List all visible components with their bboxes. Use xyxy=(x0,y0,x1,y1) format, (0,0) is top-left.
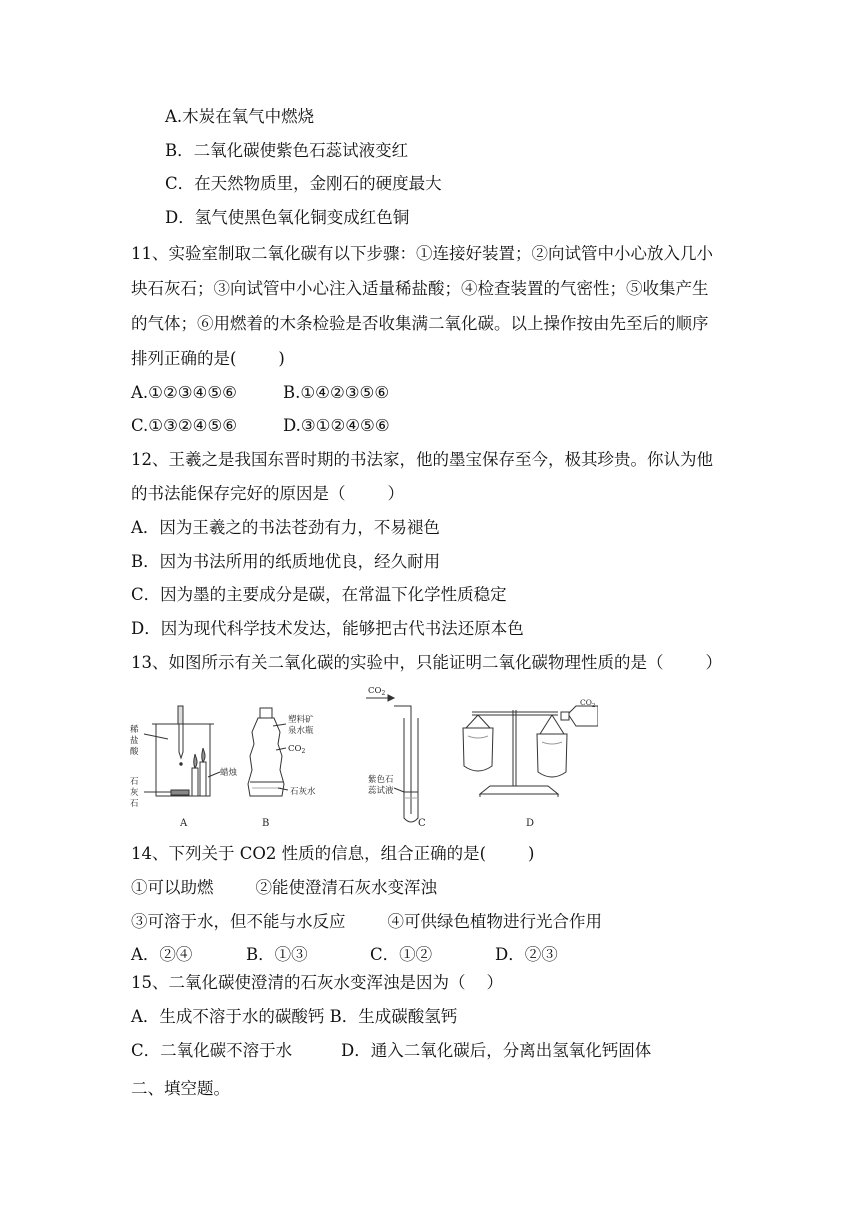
apparatus-c-labels xyxy=(368,686,426,829)
q15-option-a-b: A．生成不溶于水的碳酸钙 B．生成碳酸氢钙 xyxy=(131,1007,458,1026)
q10-option-a: A.木炭在氧气中燃烧 xyxy=(165,107,315,126)
q11-line-1: 11、实验室制取二氧化碳有以下步骤：①连接好装置；②向试管中小心放入几小 xyxy=(131,244,713,263)
q12-line-1: 12、王羲之是我国东晋时期的书法家，他的墨宝保存至今，极其珍贵。你认为他 xyxy=(131,450,713,469)
svg-text:灰: 灰 xyxy=(130,788,139,798)
svg-text:石: 石 xyxy=(130,799,139,809)
svg-text:D: D xyxy=(526,818,535,829)
q12-line-2: 的书法能保存完好的原因是（ ） xyxy=(131,484,404,503)
svg-text:盐: 盐 xyxy=(130,736,139,746)
svg-text:B: B xyxy=(262,818,270,829)
svg-text:紫色石: 紫色石 xyxy=(368,775,394,785)
q11-line-2: 块石灰石；③向试管中小心注入适量稀盐酸；④检查装置的气密性；⑤收集产生 xyxy=(131,279,709,298)
q11-line-4: 排列正确的是( ) xyxy=(131,349,285,368)
svg-text:泉水瓶: 泉水瓶 xyxy=(288,726,314,736)
q10-option-d: D．氢气使黑色氧化铜变成红色铜 xyxy=(165,208,410,227)
q14-line-3: ③可溶于水，但不能与水反应 ④可供绿色植物进行光合作用 xyxy=(131,912,602,931)
svg-text:石灰水: 石灰水 xyxy=(290,787,316,797)
q14-line-1: 14、下列关于 CO2 性质的信息，组合正确的是( ) xyxy=(131,844,535,863)
q12-option-d: D．因为现代科学技术发达，能够把古代书法还原本色 xyxy=(131,619,524,638)
q14-option-b: B．①③ xyxy=(246,945,308,964)
apparatus-d xyxy=(463,706,598,797)
svg-text:CO2: $CO_2$ xyxy=(288,744,306,755)
q11-option-d: D.③①②④⑤⑥ xyxy=(283,416,390,435)
section-heading-fill-in: 二、填空题。 xyxy=(131,1079,230,1098)
q12-option-a: A．因为王羲之的书法苍劲有力，不易褪色 xyxy=(131,518,440,537)
q10-option-b: B．二氧化碳使紫色石蕊试液变红 xyxy=(165,141,409,160)
apparatus-a-labels xyxy=(130,724,238,829)
svg-text:稀: 稀 xyxy=(130,725,139,735)
svg-text:CO2: $CO_2$ xyxy=(580,698,596,709)
q11-option-c: C.①③②④⑤⑥ xyxy=(131,416,238,435)
apparatus-b xyxy=(248,708,288,796)
q13-line-1: 13、如图所示有关二氧化碳的实验中，只能证明二氧化碳物理性质的是（ ） xyxy=(131,653,722,672)
svg-text:C: C xyxy=(418,818,426,829)
q14-option-d: D．②③ xyxy=(495,945,558,964)
q12-option-b: B．因为书法所用的纸质地优良，经久耐用 xyxy=(131,552,441,571)
q12-option-c: C．因为墨的主要成分是碳，在常温下化学性质稳定 xyxy=(131,585,507,604)
svg-text:蕊试液: 蕊试液 xyxy=(368,786,394,796)
q14-option-a: A．②④ xyxy=(131,945,193,964)
svg-text:塑料矿: 塑料矿 xyxy=(288,715,314,725)
q15-option-d: D．通入二氧化碳后，分离出氢氧化钙固体 xyxy=(341,1041,652,1060)
q13-experiment-figure xyxy=(128,684,598,834)
q11-line-3: 的气体；⑥用燃着的木条检验是否收集满二氧化碳。以上操作按由先至后的顺序 xyxy=(131,314,709,333)
apparatus-c xyxy=(366,695,418,822)
q15-option-c: C．二氧化碳不溶于水 xyxy=(131,1041,293,1060)
q14-line-2: ①可以助燃 ②能使澄清石灰水变浑浊 xyxy=(131,878,437,897)
q11-option-b: B.①④②③⑤⑥ xyxy=(283,383,390,402)
apparatus-a xyxy=(144,706,220,796)
svg-text:A: A xyxy=(180,818,188,829)
q10-option-c: C．在天然物质里，金刚石的硬度最大 xyxy=(165,174,442,193)
svg-text:蜡烛: 蜡烛 xyxy=(220,768,238,778)
svg-text:石: 石 xyxy=(130,777,139,787)
svg-text:CO2: $CO_2$ xyxy=(368,686,386,697)
q15-line-1: 15、二氧化碳使澄清的石灰水变浑浊是因为（ ） xyxy=(131,973,503,992)
q11-option-a: A.①②③④⑤⑥ xyxy=(131,383,237,402)
q14-option-c: C．①② xyxy=(370,945,433,964)
svg-text:酸: 酸 xyxy=(130,747,139,757)
